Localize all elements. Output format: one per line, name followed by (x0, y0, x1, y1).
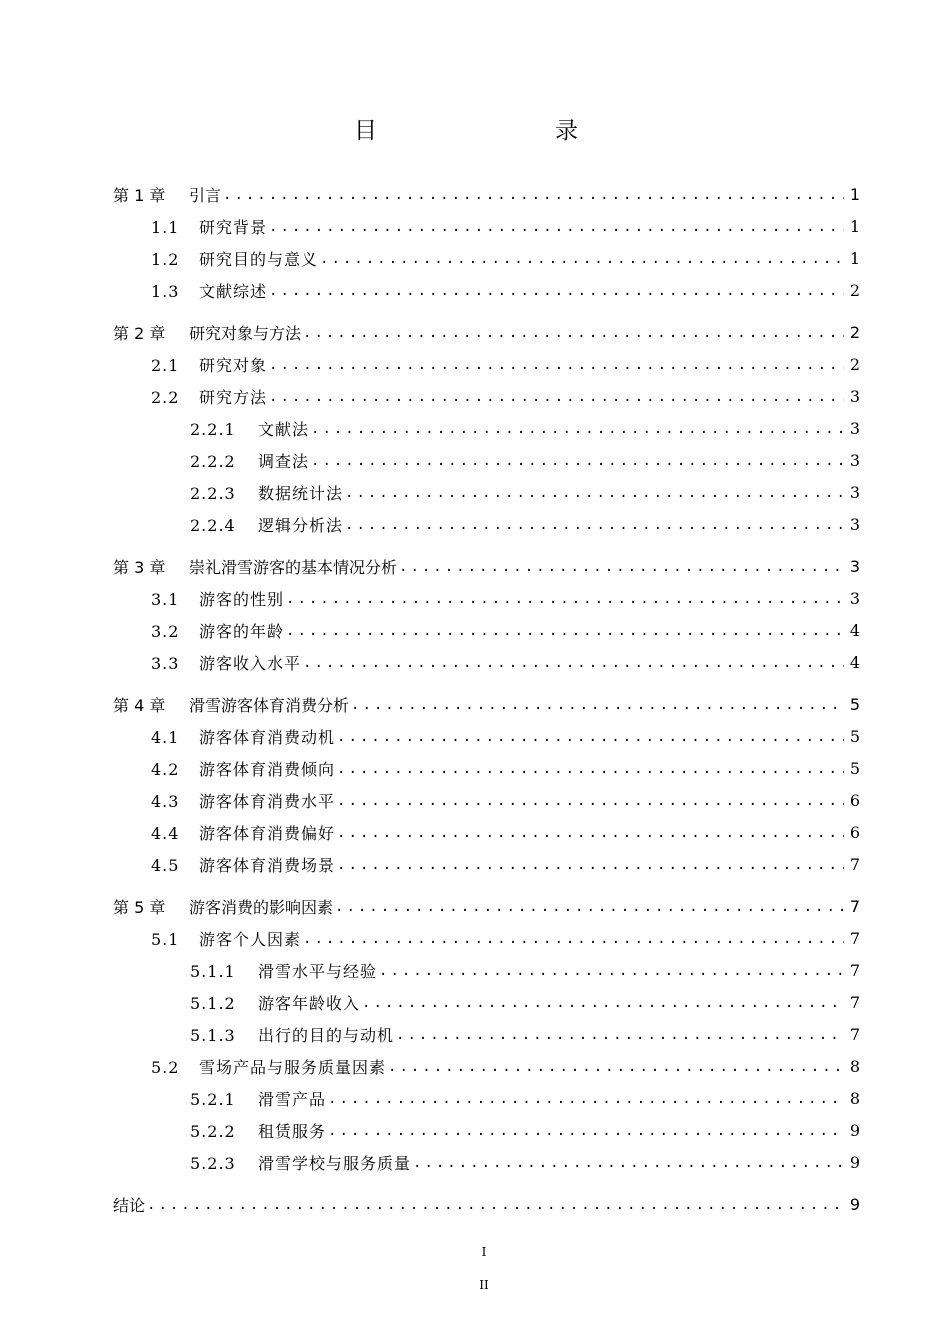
toc-entry-label: 研究对象 (199, 355, 268, 375)
dot-leader (269, 355, 844, 373)
page-title: 目 录 (354, 118, 622, 144)
dot-leader (337, 823, 844, 841)
toc-entry-text (190, 1087, 328, 1110)
toc-entry-label: 调查法 (258, 451, 310, 471)
toc-entry-page-number: 3 (849, 418, 860, 438)
toc-entry-number: 5.1 (151, 929, 180, 949)
toc-entry-label: 游客的性别 (199, 589, 285, 609)
toc-entry-text (113, 183, 223, 206)
dot-leader (337, 759, 844, 777)
toc-entry-number: 第 4 章 (113, 695, 166, 715)
dot-leader (311, 451, 844, 469)
dot-leader (223, 185, 844, 203)
toc-chapter-entry[interactable] (113, 891, 860, 921)
toc-entry-page-number: 2 (849, 280, 860, 300)
dot-leader (303, 929, 844, 947)
dot-leader (269, 281, 844, 299)
toc-entry-page-number: 3 (849, 450, 860, 470)
toc-entry-page-number: 1 (849, 184, 860, 204)
toc-entry-number: 5.2.1 (190, 1089, 236, 1109)
toc-subsection-entry[interactable] (190, 1115, 860, 1145)
toc-subsection-entry[interactable] (190, 1083, 860, 1113)
dot-leader (269, 387, 844, 405)
toc-entry-label: 雪场产品与服务质量因素 (199, 1057, 387, 1077)
dot-leader (286, 621, 844, 639)
toc-section-entry[interactable] (151, 785, 860, 815)
toc-entry-number: 3.1 (151, 589, 180, 609)
toc-entry-number: 第 2 章 (113, 323, 166, 343)
toc-entry-text (151, 853, 337, 876)
toc-entry-number: 5.1.1 (190, 961, 236, 981)
toc-section-entry[interactable] (151, 275, 860, 305)
toc-entry-number: 5.1.3 (190, 1025, 236, 1045)
toc-entry-text (113, 1193, 147, 1216)
toc-entry-text (151, 725, 337, 748)
dot-leader (328, 1089, 844, 1107)
toc-entry-number: 2.1 (151, 355, 180, 375)
toc-entry-label: 出行的目的与动机 (258, 1025, 395, 1045)
toc-entry-text (190, 417, 311, 440)
toc-entry-page-number: 2 (849, 322, 860, 342)
dot-leader (362, 993, 844, 1011)
toc-entry-page-number: 4 (849, 652, 860, 672)
toc-entry-page-number: 3 (849, 482, 860, 502)
toc-entry-page-number: 9 (849, 1152, 860, 1172)
toc-entry-text (151, 385, 269, 408)
toc-entry-label: 研究目的与意义 (199, 249, 319, 269)
toc-section-entry[interactable] (151, 1051, 860, 1081)
toc-entry-text (113, 321, 303, 344)
toc-entry-page-number: 9 (849, 1194, 860, 1214)
toc-entry-text (151, 619, 286, 642)
toc-subsection-entry[interactable] (190, 955, 860, 985)
toc-entry-page-number: 7 (849, 854, 860, 874)
dot-leader (320, 249, 844, 267)
toc-entry-number: 2.2.2 (190, 451, 236, 471)
toc-entry-text (190, 1023, 396, 1046)
toc-entry-number: 5.2.3 (190, 1153, 236, 1173)
toc-section-entry[interactable] (151, 753, 860, 783)
toc-entry-text (151, 1055, 388, 1078)
toc-entry-text (151, 215, 269, 238)
toc-entry-text (190, 481, 345, 504)
toc-entry-number: 4.4 (151, 823, 180, 843)
toc-entry-number: 第 1 章 (113, 185, 166, 205)
toc-entry-page-number: 3 (849, 588, 860, 608)
toc-entry-label: 研究方法 (199, 387, 268, 407)
toc-entry-number: 3.3 (151, 653, 180, 673)
toc-entry-page-number: 3 (849, 556, 860, 576)
toc-entry-number: 1.1 (151, 217, 180, 237)
toc-entry-page-number: 7 (849, 992, 860, 1012)
toc-section-entry[interactable] (151, 243, 860, 273)
toc-chapter-entry[interactable] (113, 551, 860, 581)
toc-entry-label: 游客体育消费偏好 (199, 823, 336, 843)
toc-subsection-entry[interactable] (190, 1147, 860, 1177)
toc-entry-label: 研究背景 (199, 217, 268, 237)
toc-entry-label: 引言 (189, 185, 222, 205)
toc-entry-number: 4.1 (151, 727, 180, 747)
toc-section-entry[interactable] (151, 817, 860, 847)
toc-chapter-entry[interactable] (113, 1189, 860, 1219)
toc-entry-page-number: 6 (849, 790, 860, 810)
dot-leader (337, 727, 844, 745)
toc-entry-page-number: 5 (849, 758, 860, 778)
toc-entry-label: 滑雪学校与服务质量 (258, 1153, 412, 1173)
toc-entry-label: 游客个人因素 (199, 929, 302, 949)
toc-entry-text (190, 449, 311, 472)
toc-entry-label: 滑雪水平与经验 (258, 961, 378, 981)
dot-leader (335, 897, 844, 915)
toc-entry-label: 游客年龄收入 (258, 993, 361, 1013)
dot-leader (351, 695, 844, 713)
dot-leader (345, 515, 844, 533)
dot-leader (388, 1057, 844, 1075)
toc-entry-label: 崇礼滑雪游客的基本情况分析 (189, 557, 398, 577)
toc-entry-label: 滑雪产品 (258, 1089, 327, 1109)
toc-entry-number: 5.2 (151, 1057, 180, 1077)
toc-entry-text (190, 959, 379, 982)
toc-entry-page-number: 7 (849, 1024, 860, 1044)
toc-entry-label: 文献法 (258, 419, 310, 439)
toc-entry-label: 游客体育消费动机 (199, 727, 336, 747)
toc-chapter-entry[interactable] (113, 317, 860, 347)
toc-entry-page-number: 7 (849, 896, 860, 916)
toc-entry-page-number: 1 (849, 216, 860, 236)
toc-subsection-entry[interactable] (190, 413, 860, 443)
toc-entry-number: 2.2.1 (190, 419, 236, 439)
toc-section-entry[interactable] (151, 615, 860, 645)
toc-entry-label: 游客的年龄 (199, 621, 285, 641)
toc-entry-page-number: 5 (849, 726, 860, 746)
toc-entry-number: 4.3 (151, 791, 180, 811)
toc-entry-text (151, 651, 303, 674)
toc-entry-page-number: 8 (849, 1056, 860, 1076)
toc-section-entry[interactable] (151, 349, 860, 379)
toc-entry-text (190, 991, 362, 1014)
dot-leader (396, 1025, 844, 1043)
toc-entry-text (113, 693, 351, 716)
toc-entry-number: 2.2 (151, 387, 180, 407)
toc-entry-number: 3.2 (151, 621, 180, 641)
toc-entry-number: 第 5 章 (113, 897, 166, 917)
toc-entry-label: 游客体育消费场景 (199, 855, 336, 875)
toc-subsection-entry[interactable] (190, 509, 860, 539)
toc-section-entry[interactable] (151, 381, 860, 411)
toc-entry-page-number: 7 (849, 928, 860, 948)
toc-entry-number: 4.2 (151, 759, 180, 779)
dot-leader (345, 483, 844, 501)
toc-entry-text (151, 279, 269, 302)
page-number: I (481, 1245, 487, 1259)
dot-leader (303, 323, 844, 341)
toc-entry-label: 游客收入水平 (199, 653, 302, 673)
toc-entry-number: 4.5 (151, 855, 180, 875)
toc-entry-label: 逻辑分析法 (258, 515, 344, 535)
toc-entry-text (190, 1119, 328, 1142)
page-number-secondary: II (479, 1278, 489, 1292)
dot-leader (286, 589, 844, 607)
toc-entry-number: 1.2 (151, 249, 180, 269)
toc-entry-page-number: 2 (849, 354, 860, 374)
toc-entry-text (151, 757, 337, 780)
toc-entry-number: 2.2.3 (190, 483, 236, 503)
toc-section-entry[interactable] (151, 211, 860, 241)
toc-entry-text (151, 789, 337, 812)
toc-entry-label: 滑雪游客体育消费分析 (189, 695, 350, 715)
dot-leader (399, 557, 844, 575)
toc-subsection-entry[interactable] (190, 477, 860, 507)
toc-subsection-entry[interactable] (190, 445, 860, 475)
toc-entry-page-number: 3 (849, 514, 860, 534)
toc-entry-text (151, 821, 337, 844)
toc-entry-number: 5.2.2 (190, 1121, 236, 1141)
toc-section-entry[interactable] (151, 849, 860, 879)
toc-chapter-entry[interactable] (113, 689, 860, 719)
toc-chapter-entry[interactable] (113, 179, 860, 209)
toc-entry-page-number: 4 (849, 620, 860, 640)
toc-section-entry[interactable] (151, 923, 860, 953)
toc-entry-number: 1.3 (151, 281, 180, 301)
toc-entry-text (190, 513, 345, 536)
toc-entry-page-number: 8 (849, 1088, 860, 1108)
toc-entry-label: 租赁服务 (258, 1121, 327, 1141)
toc-entry-page-number: 7 (849, 960, 860, 980)
toc-entry-text (151, 927, 303, 950)
toc-entry-text (151, 587, 286, 610)
dot-leader (147, 1195, 844, 1213)
dot-leader (379, 961, 844, 979)
toc-entry-page-number: 5 (849, 694, 860, 714)
toc-entry-label: 文献综述 (199, 281, 268, 301)
toc-entry-text (151, 247, 320, 270)
toc-entry-label: 游客体育消费倾向 (199, 759, 336, 779)
toc-entry-label: 游客体育消费水平 (199, 791, 336, 811)
toc-entry-page-number: 6 (849, 822, 860, 842)
toc-subsection-entry[interactable] (190, 1019, 860, 1049)
toc-entry-label: 游客消费的影响因素 (189, 897, 334, 917)
toc-entry-text (190, 1151, 413, 1174)
toc-entry-number: 2.2.4 (190, 515, 236, 535)
toc-entry-number: 5.1.2 (190, 993, 236, 1013)
toc-entry-label: 研究对象与方法 (189, 323, 302, 343)
toc-entry-page-number: 3 (849, 386, 860, 406)
dot-leader (311, 419, 844, 437)
toc-entry-label: 数据统计法 (258, 483, 344, 503)
dot-leader (303, 653, 844, 671)
toc-section-entry[interactable] (151, 647, 860, 677)
dot-leader (269, 217, 844, 235)
dot-leader (337, 791, 844, 809)
toc-entry-page-number: 1 (849, 248, 860, 268)
toc-entry-label: 结论 (113, 1195, 146, 1215)
toc-entry-number: 第 3 章 (113, 557, 166, 577)
toc-entry-text (113, 895, 335, 918)
dot-leader (328, 1121, 844, 1139)
toc-section-entry[interactable] (151, 721, 860, 751)
toc-subsection-entry[interactable] (190, 987, 860, 1017)
toc-entry-text (151, 353, 269, 376)
dot-leader (337, 855, 844, 873)
dot-leader (413, 1153, 844, 1171)
toc-entry-text (113, 555, 399, 578)
toc-entry-page-number: 9 (849, 1120, 860, 1140)
toc-section-entry[interactable] (151, 583, 860, 613)
